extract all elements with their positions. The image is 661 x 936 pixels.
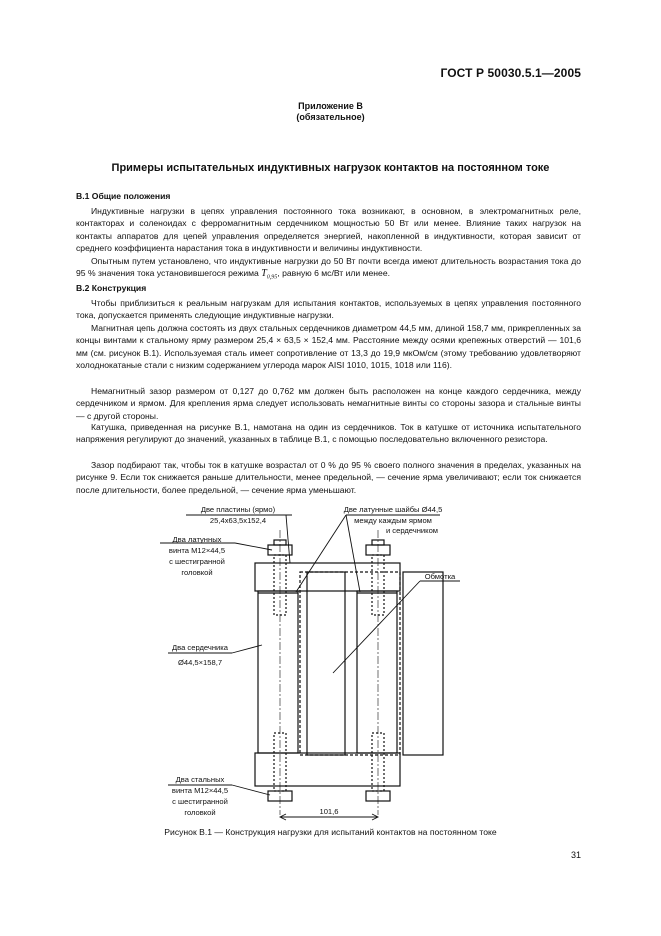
section-heading-b2: В.2 Конструкция [76,283,147,293]
section-heading-b1: В.1 Общие положения [76,191,171,201]
label-washers-2: между каждым ярмом [354,516,432,525]
label-cores-1: Два сердечника [172,643,228,652]
winding-inner [307,572,345,755]
paragraph-1: Индуктивные нагрузки в цепях управления постоянного тока возникают, в основном, в электромагнитных реле, контакторах и соленоидах с ферромагнитным сердечником мощностью 50 Вт или менее. Влияние таких нагрузок на контакты аппаратов для цепей управления определяется энергией, накопленной в индуктивности, которая зависит от среднего коэффициента нарастания тока в индуктивности и величины индуктивности. [76,206,581,253]
label-brass-4: головкой [181,568,213,577]
label-winding: Обмотка [424,572,456,581]
winding-separate [403,572,443,755]
label-steel-3: с шестигранной [172,797,228,806]
label-steel-2: винта М12×44,5 [171,786,229,795]
label-plates-1: Две пластины (ярмо) [200,505,276,514]
label-steel-4: головкой [184,808,216,817]
paragraph-2-text-a: Опытным путем установлено, что индуктивные нагрузки до 50 Вт почти всегда имеют длительность возрастания тока до 95 % значения тока установившегося режима [76,256,581,279]
label-washers-3: и сердечником [385,526,439,535]
label-brass-2: винта М12×44,5 [168,546,226,555]
label-brass-1: Два латунных [172,535,222,544]
label-cores-2: Ø44,5×158,7 [177,658,223,667]
paragraph-6: Катушка, приведенная на рисунке В.1, намотана на один из сердечников. Ток в катушке от источника испытательного напряжения регулируют до значений, указанных в таблице В.1, с помощью последовательно включенного резистора. [76,422,581,445]
paragraph-5: Немагнитный зазор размером от 0,127 до 0,762 мм должен быть расположен на конце каждого сердечника, между сердечником и ярмом. Для крепления ярма следует использовать немагнитные винты со стороны зазора и стальные винты — с другой стороны. [76,386,581,421]
page-title: Примеры испытательных индуктивных нагрузок контактов на постоянном токе [111,162,550,174]
paragraph-2 [76,255,581,284]
paragraph-3: Чтобы приблизиться к реальным нагрузкам для испытания контактов, используемых в цепях управления постоянного тока, допускается применять следующие индуктивные нагрузки. [76,298,581,321]
figure-b1-drawing [0,495,661,825]
annex-title: Приложение В [298,101,363,111]
label-brass-3: с шестигранной [169,557,225,566]
annex-status: (обязательное) [296,112,365,122]
winding-outline [300,572,400,755]
label-dimension: 101,6 [319,807,339,816]
right-core [357,591,397,753]
page-number: 31 [570,850,581,860]
label-steel-1: Два стальных [175,775,225,784]
figure-caption: Рисунок В.1 — Конструкция нагрузки для испытаний контактов на постоянном токе [164,827,497,837]
time-constant-symbol: T [261,268,267,280]
label-washers-1: Две латунные шайбы Ø44,5 [343,505,443,514]
time-constant-subscript: 0,95 [266,275,278,282]
standard-designation: ГОСТ Р 50030.5.1—2005 [440,66,581,80]
paragraph-7: Зазор подбирают так, чтобы ток в катушке возрастал от 0 % до 95 % своего полного значения в пределах, указанных на рисунке 9. Если ток снижается раньше длительности, менее предельной, — сечение ярма увеличивают; если ток снижается после длительности, более предельной, — сечение ярма уменьшают. [76,460,581,495]
paragraph-4: Магнитная цепь должна состоять из двух стальных сердечников диаметром 44,5 мм, длиной 158,7 мм, прикрепленных за концы винтами к стальному ярму размером 25,4 × 63,5 × 152,4 мм. Расстояние между осями крепежных отверстий — 101,6 мм (см. рисунок В.1). Используемая сталь имеет сопротивление от 13,3 до 19,9 мкОм/см (этому требованию удовлетворяют холоднокатаные стали с низким содержанием углерода марок AISI 1010, 1015, 1018 или 116). [76,323,581,370]
paragraph-2-text-b: , равную 6 мс/Вт или менее. [277,268,390,279]
label-plates-2: 25,4х63,5х152,4 [209,516,267,525]
